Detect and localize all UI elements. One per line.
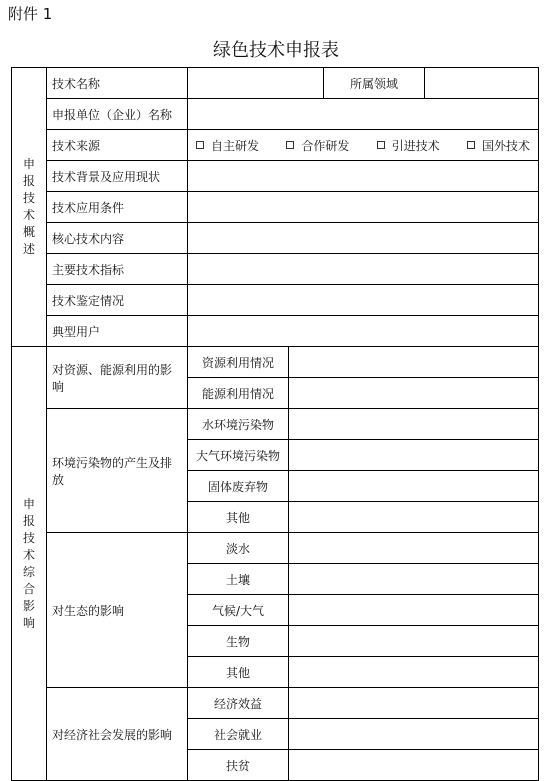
pollution-item-label: 大气环境污染物 [188,440,289,471]
resources-label: 对资源、能源利用的影响 [47,347,188,409]
indicators-label: 主要技术指标 [47,254,188,285]
resource-use-field[interactable] [289,347,539,378]
field-field[interactable] [425,68,539,99]
resource-item-label: 资源利用情况 [188,347,289,378]
economy-item-label: 扶贫 [188,750,289,781]
conditions-label: 技术应用条件 [47,192,188,223]
tech-name-field[interactable] [188,68,324,99]
energy-use-field[interactable] [289,378,539,409]
core-field[interactable] [188,223,539,254]
ecology-item-label: 生物 [188,626,289,657]
pollution-item-label: 固体废弃物 [188,471,289,502]
section-impact-label: 申报技术综合影响 [12,347,47,781]
employment-field[interactable] [289,719,539,750]
checkbox-icon[interactable] [377,141,385,149]
water-pollutant-field[interactable] [289,409,539,440]
background-field[interactable] [188,161,539,192]
economy-item-label: 社会就业 [188,719,289,750]
section-overview-label: 申报技术概述 [12,68,47,347]
ecology-item-label: 土壤 [188,564,289,595]
ecology-item-label: 气候/大气 [188,595,289,626]
application-form [11,67,539,781]
appraisal-label: 技术鉴定情况 [47,285,188,316]
background-label: 技术背景及应用现状 [47,161,188,192]
source-label: 技术来源 [47,130,188,161]
ecology-other-field[interactable] [289,657,539,688]
source-options [188,130,539,161]
energy-item-label: 能源利用情况 [188,378,289,409]
economy-label: 对经济社会发展的影响 [47,688,188,781]
option-introduced[interactable]: 引进技术 [377,137,440,154]
option-self-developed[interactable]: 自主研发 [196,137,259,154]
tech-name-label: 技术名称 [47,68,188,99]
biology-field[interactable] [289,626,539,657]
pollution-other-field[interactable] [289,502,539,533]
climate-field[interactable] [289,595,539,626]
ecology-item-label: 其他 [188,657,289,688]
conditions-field[interactable] [188,192,539,223]
attachment-label: 附件 1 [8,5,53,23]
checkbox-icon[interactable] [196,141,204,149]
air-pollutant-field[interactable] [289,440,539,471]
pollution-label: 环境污染物的产生及排放 [47,409,188,533]
option-foreign[interactable]: 国外技术 [467,137,530,154]
ecology-item-label: 淡水 [188,533,289,564]
core-label: 核心技术内容 [47,223,188,254]
pollution-item-label: 其他 [188,502,289,533]
option-cooperative[interactable]: 合作研发 [286,137,349,154]
solid-waste-field[interactable] [289,471,539,502]
freshwater-field[interactable] [289,533,539,564]
ecology-label: 对生态的影响 [47,533,188,688]
appraisal-field[interactable] [188,285,539,316]
users-label: 典型用户 [47,316,188,347]
indicators-field[interactable] [188,254,539,285]
checkbox-icon[interactable] [286,141,294,149]
applicant-label: 申报单位（企业）名称 [47,99,188,130]
checkbox-icon[interactable] [467,141,475,149]
users-field[interactable] [188,316,539,347]
economy-item-label: 经济效益 [188,688,289,719]
soil-field[interactable] [289,564,539,595]
pollution-item-label: 水环境污染物 [188,409,289,440]
applicant-field[interactable] [188,99,539,130]
economic-benefit-field[interactable] [289,688,539,719]
field-label: 所属领域 [324,68,425,99]
form-title: 绿色技术申报表 [213,40,339,61]
